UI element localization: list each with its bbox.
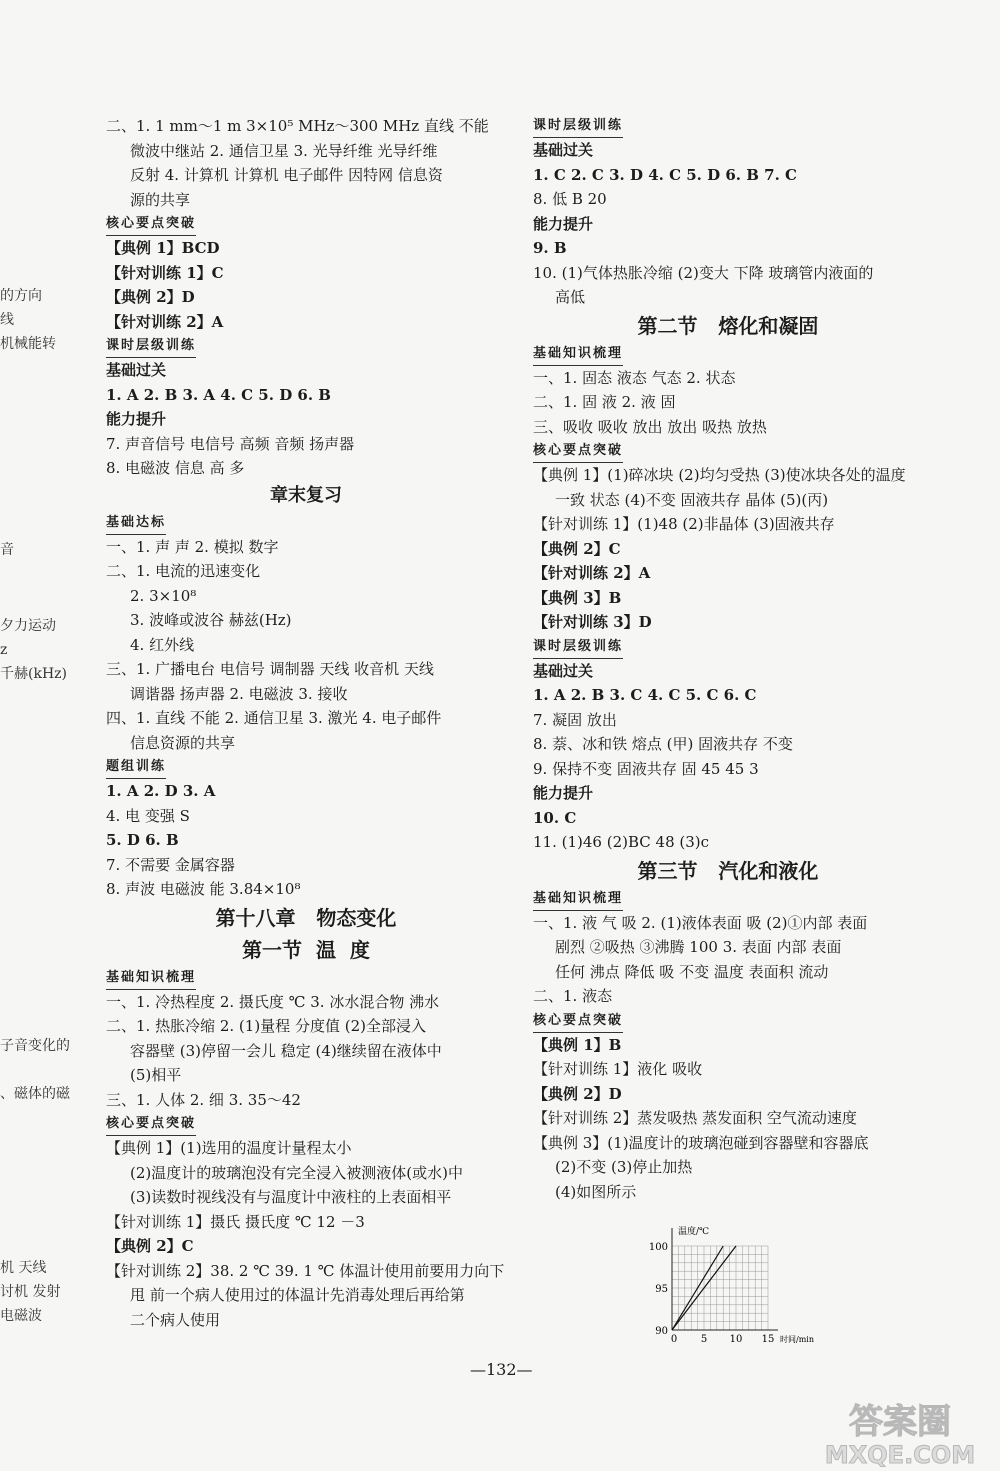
answer-line: 【典例 3】(1)温度计的玻璃泡碰到容器壁和容器底: [533, 1133, 869, 1152]
answer-line: 【典例 2】D: [533, 1084, 622, 1103]
answer-line: 信息资源的共享: [130, 733, 236, 752]
section-label: 题组训练: [106, 759, 167, 774]
margin-fragment: z: [0, 642, 8, 658]
answer-line: 基础过关: [106, 361, 167, 379]
answer-line: 一、1. 声 声 2. 模拟 数字: [106, 537, 279, 556]
answer-line: 能力提升: [106, 410, 167, 428]
section-label: 基础知识梳理: [533, 890, 624, 906]
margin-fragment: 的方向: [0, 288, 42, 304]
answer-line: 三、1. 广播电台 电信号 调制器 天线 收音机 天线: [106, 660, 434, 678]
answer-line: 【典例 2】C: [533, 539, 621, 558]
y-tick-label: 90: [655, 1326, 668, 1337]
answer-line: (3)读数时视线没有与温度计中液柱的上表面相平: [130, 1188, 452, 1206]
section-title: 章末复习: [270, 484, 342, 506]
margin-fragment: 电磁波: [0, 1308, 42, 1324]
margin-fragment: 讨机 发射: [0, 1284, 61, 1300]
x-tick-label: 0: [670, 1334, 678, 1345]
y-tick-label: 100: [648, 1242, 668, 1253]
answer-line: 8. 萘、冰和铁 熔点 (甲) 固液共存 不变: [533, 735, 793, 753]
answer-line: 二、1. 热胀冷缩 2. (1)量程 分度值 (2)全部浸入: [106, 1017, 426, 1035]
answer-line: 任何 沸点 降低 吸 不变 温度 表面积 流动: [555, 962, 829, 981]
section-title: 第三节 汽化和液化: [637, 858, 819, 883]
answer-line: 【典例 2】C: [106, 1237, 194, 1255]
answer-line: 【针对训练 1】摄氏 摄氏度 ℃ 12 －3: [106, 1212, 365, 1231]
answer-line: 【典例 3】B: [533, 588, 622, 607]
answer-line: 4. 电 变强 S: [106, 806, 190, 825]
answer-line: 调谐器 扬声器 2. 电磁波 3. 接收: [130, 684, 348, 703]
section-label: 基础达标: [106, 514, 167, 530]
answer-line: 1. A 2. B 3. C 4. C 5. C 6. C: [533, 686, 757, 704]
watermark-logo: [805, 1395, 995, 1469]
answer-line: (5)相平: [130, 1066, 182, 1084]
answer-line: 四、1. 直线 不能 2. 通信卫星 3. 激光 4. 电子邮件: [106, 709, 442, 727]
answer-line: (2)温度计的玻璃泡没有完全浸入被测液体(或水)中: [130, 1163, 463, 1182]
section-label: 核心要点突破: [106, 1116, 197, 1131]
y-axis-label: 温度/℃: [678, 1227, 710, 1237]
answer-line: 2. 3×10⁸: [130, 586, 197, 605]
answer-line: 【典例 1】B: [533, 1035, 622, 1054]
section-label: 课时层级训练: [533, 118, 624, 133]
answer-line: 11. (1)46 (2)BC 48 (3)c: [533, 833, 710, 851]
answer-line: 二、1. 固 液 2. 液 固: [533, 393, 676, 411]
answer-line: 基础过关: [533, 141, 594, 159]
answer-line: 【针对训练 2】A: [106, 312, 224, 331]
answer-line: 反射 4. 计算机 计算机 电子邮件 因特网 信息资: [130, 166, 443, 184]
x-tick-label: 5: [700, 1334, 708, 1345]
answer-line: 4. 红外线: [130, 635, 195, 654]
answer-line: 一致 状态 (4)不变 固液共存 晶体 (5)(丙): [555, 490, 829, 509]
answer-line: 基础过关: [533, 661, 594, 680]
answer-line: 5. D 6. B: [106, 831, 179, 849]
section-label: 基础知识梳理: [106, 969, 197, 985]
margin-fragment: 线: [0, 312, 14, 328]
x-tick-label: 15: [761, 1334, 775, 1345]
temperature-time-graph: [638, 1222, 828, 1352]
answer-line: 【针对训练 2】38. 2 ℃ 39. 1 ℃ 体温计使用前要用力向下: [106, 1261, 505, 1280]
y-tick-label: 95: [655, 1284, 668, 1295]
answer-line: 8. 低 B 20: [533, 190, 607, 208]
answer-line: 1. A 2. D 3. A: [106, 782, 216, 800]
answer-line: 二、1. 电流的迅速变化: [106, 562, 261, 580]
answer-line: 源的共享: [130, 190, 191, 209]
answer-line: 二、1. 1 mm～1 m 3×10⁵ MHz～300 MHz 直线 不能: [106, 117, 489, 135]
answer-line: 9. 保持不变 固液共存 固 45 45 3: [533, 759, 759, 778]
margin-fragment: 音: [0, 542, 14, 558]
answer-line: 7. 凝固 放出: [533, 710, 617, 729]
answer-line: 剧烈 ②吸热 ③沸腾 100 3. 表面 内部 表面: [555, 938, 842, 956]
answer-line: (2)不变 (3)停止加热: [555, 1158, 693, 1176]
answer-line: 1. A 2. B 3. A 4. C 5. D 6. B: [106, 385, 331, 404]
answer-line: 能力提升: [533, 784, 594, 802]
answer-line: 10. C: [533, 808, 577, 827]
x-tick-label: 10: [729, 1334, 743, 1345]
answer-line: 1. C 2. C 3. D 4. C 5. D 6. B 7. C: [533, 165, 797, 184]
section-title: 第一节 温 度: [242, 937, 370, 962]
section-label: 核心要点突破: [106, 216, 197, 231]
answer-line: 一、1. 冷热程度 2. 摄氏度 ℃ 3. 冰水混合物 沸水: [106, 992, 440, 1011]
answer-line: 【针对训练 3】D: [533, 613, 652, 631]
margin-fragment: 子音变化的: [0, 1038, 70, 1054]
answer-line: 微波中继站 2. 通信卫星 3. 光导纤维 光导纤维: [130, 141, 438, 160]
answer-line: 一、1. 液 气 吸 2. (1)液体表面 吸 (2)①内部 表面: [533, 913, 868, 932]
answer-line: 【典例 1】(1)碎冰块 (2)均匀受热 (3)使冰块各处的温度: [533, 466, 906, 484]
answer-line: 9. B: [533, 239, 567, 257]
answer-line: 8. 声波 电磁波 能 3.84×10⁸: [106, 880, 301, 898]
answer-line: 高低: [555, 288, 586, 306]
answer-line: 【典例 1】(1)选用的温度计量程太小: [106, 1139, 352, 1157]
margin-fragment: 千赫(kHz): [0, 666, 67, 682]
answer-line: 8. 电磁波 信息 高 多: [106, 459, 245, 477]
x-axis-label: 时间/min: [780, 1335, 814, 1344]
answer-line: 10. (1)气体热胀冷缩 (2)变大 下降 玻璃管内液面的: [533, 263, 874, 282]
answer-line: 【针对训练 2】A: [533, 564, 651, 582]
answer-line: 二个病人使用: [130, 1310, 221, 1329]
answer-line: (4)如图所示: [555, 1182, 637, 1201]
answer-line: 二、1. 液态: [533, 987, 613, 1005]
answer-line: 【针对训练 1】C: [106, 263, 224, 282]
section-label: 基础知识梳理: [533, 345, 624, 361]
answer-line: 三、吸收 吸收 放出 放出 吸热 放热: [533, 417, 767, 436]
answer-line: 【针对训练 1】(1)48 (2)非晶体 (3)固液共存: [533, 515, 835, 533]
margin-fragment: 夕力运动: [0, 618, 56, 634]
section-title: 第十八章 物态变化: [215, 905, 397, 930]
answer-line: 3. 波峰或波谷 赫兹(Hz): [130, 611, 292, 629]
answer-line: 容器壁 (3)停留一会儿 稳定 (4)继续留在液体中: [130, 1041, 442, 1060]
answer-line: 【针对训练 2】蒸发吸热 蒸发面积 空气流动速度: [533, 1109, 857, 1127]
answer-line: 7. 不需要 金属容器: [106, 855, 235, 874]
watermark-text: 答案圈: [849, 1402, 951, 1442]
answer-line: 【典例 1】BCD: [106, 239, 220, 257]
answer-line: 三、1. 人体 2. 细 3. 35～42: [106, 1090, 301, 1109]
answer-line: 7. 声音信号 电信号 高频 音频 扬声器: [106, 434, 355, 453]
watermark-url: MXQE.COM: [824, 1441, 976, 1469]
section-title: 第二节 熔化和凝固: [637, 313, 819, 338]
section-label: 核心要点突破: [533, 443, 624, 458]
answer-line: 一、1. 固态 液态 气态 2. 状态: [533, 368, 736, 387]
answer-line: 甩 前一个病人使用过的体温计先消毒处理后再给第: [130, 1286, 465, 1304]
margin-fragment: 机 天线: [0, 1260, 47, 1276]
section-label: 核心要点突破: [533, 1012, 624, 1028]
answer-line: 能力提升: [533, 214, 594, 233]
answer-line: 【典例 2】D: [106, 288, 195, 306]
section-label: 课时层级训练: [533, 638, 624, 654]
section-label: 课时层级训练: [106, 338, 197, 353]
page-number: —132—: [470, 1360, 533, 1379]
answer-line: 【针对训练 1】液化 吸收: [533, 1060, 703, 1078]
margin-fragment: 、磁体的磁: [0, 1086, 70, 1102]
margin-fragment: 机械能转: [0, 336, 56, 352]
